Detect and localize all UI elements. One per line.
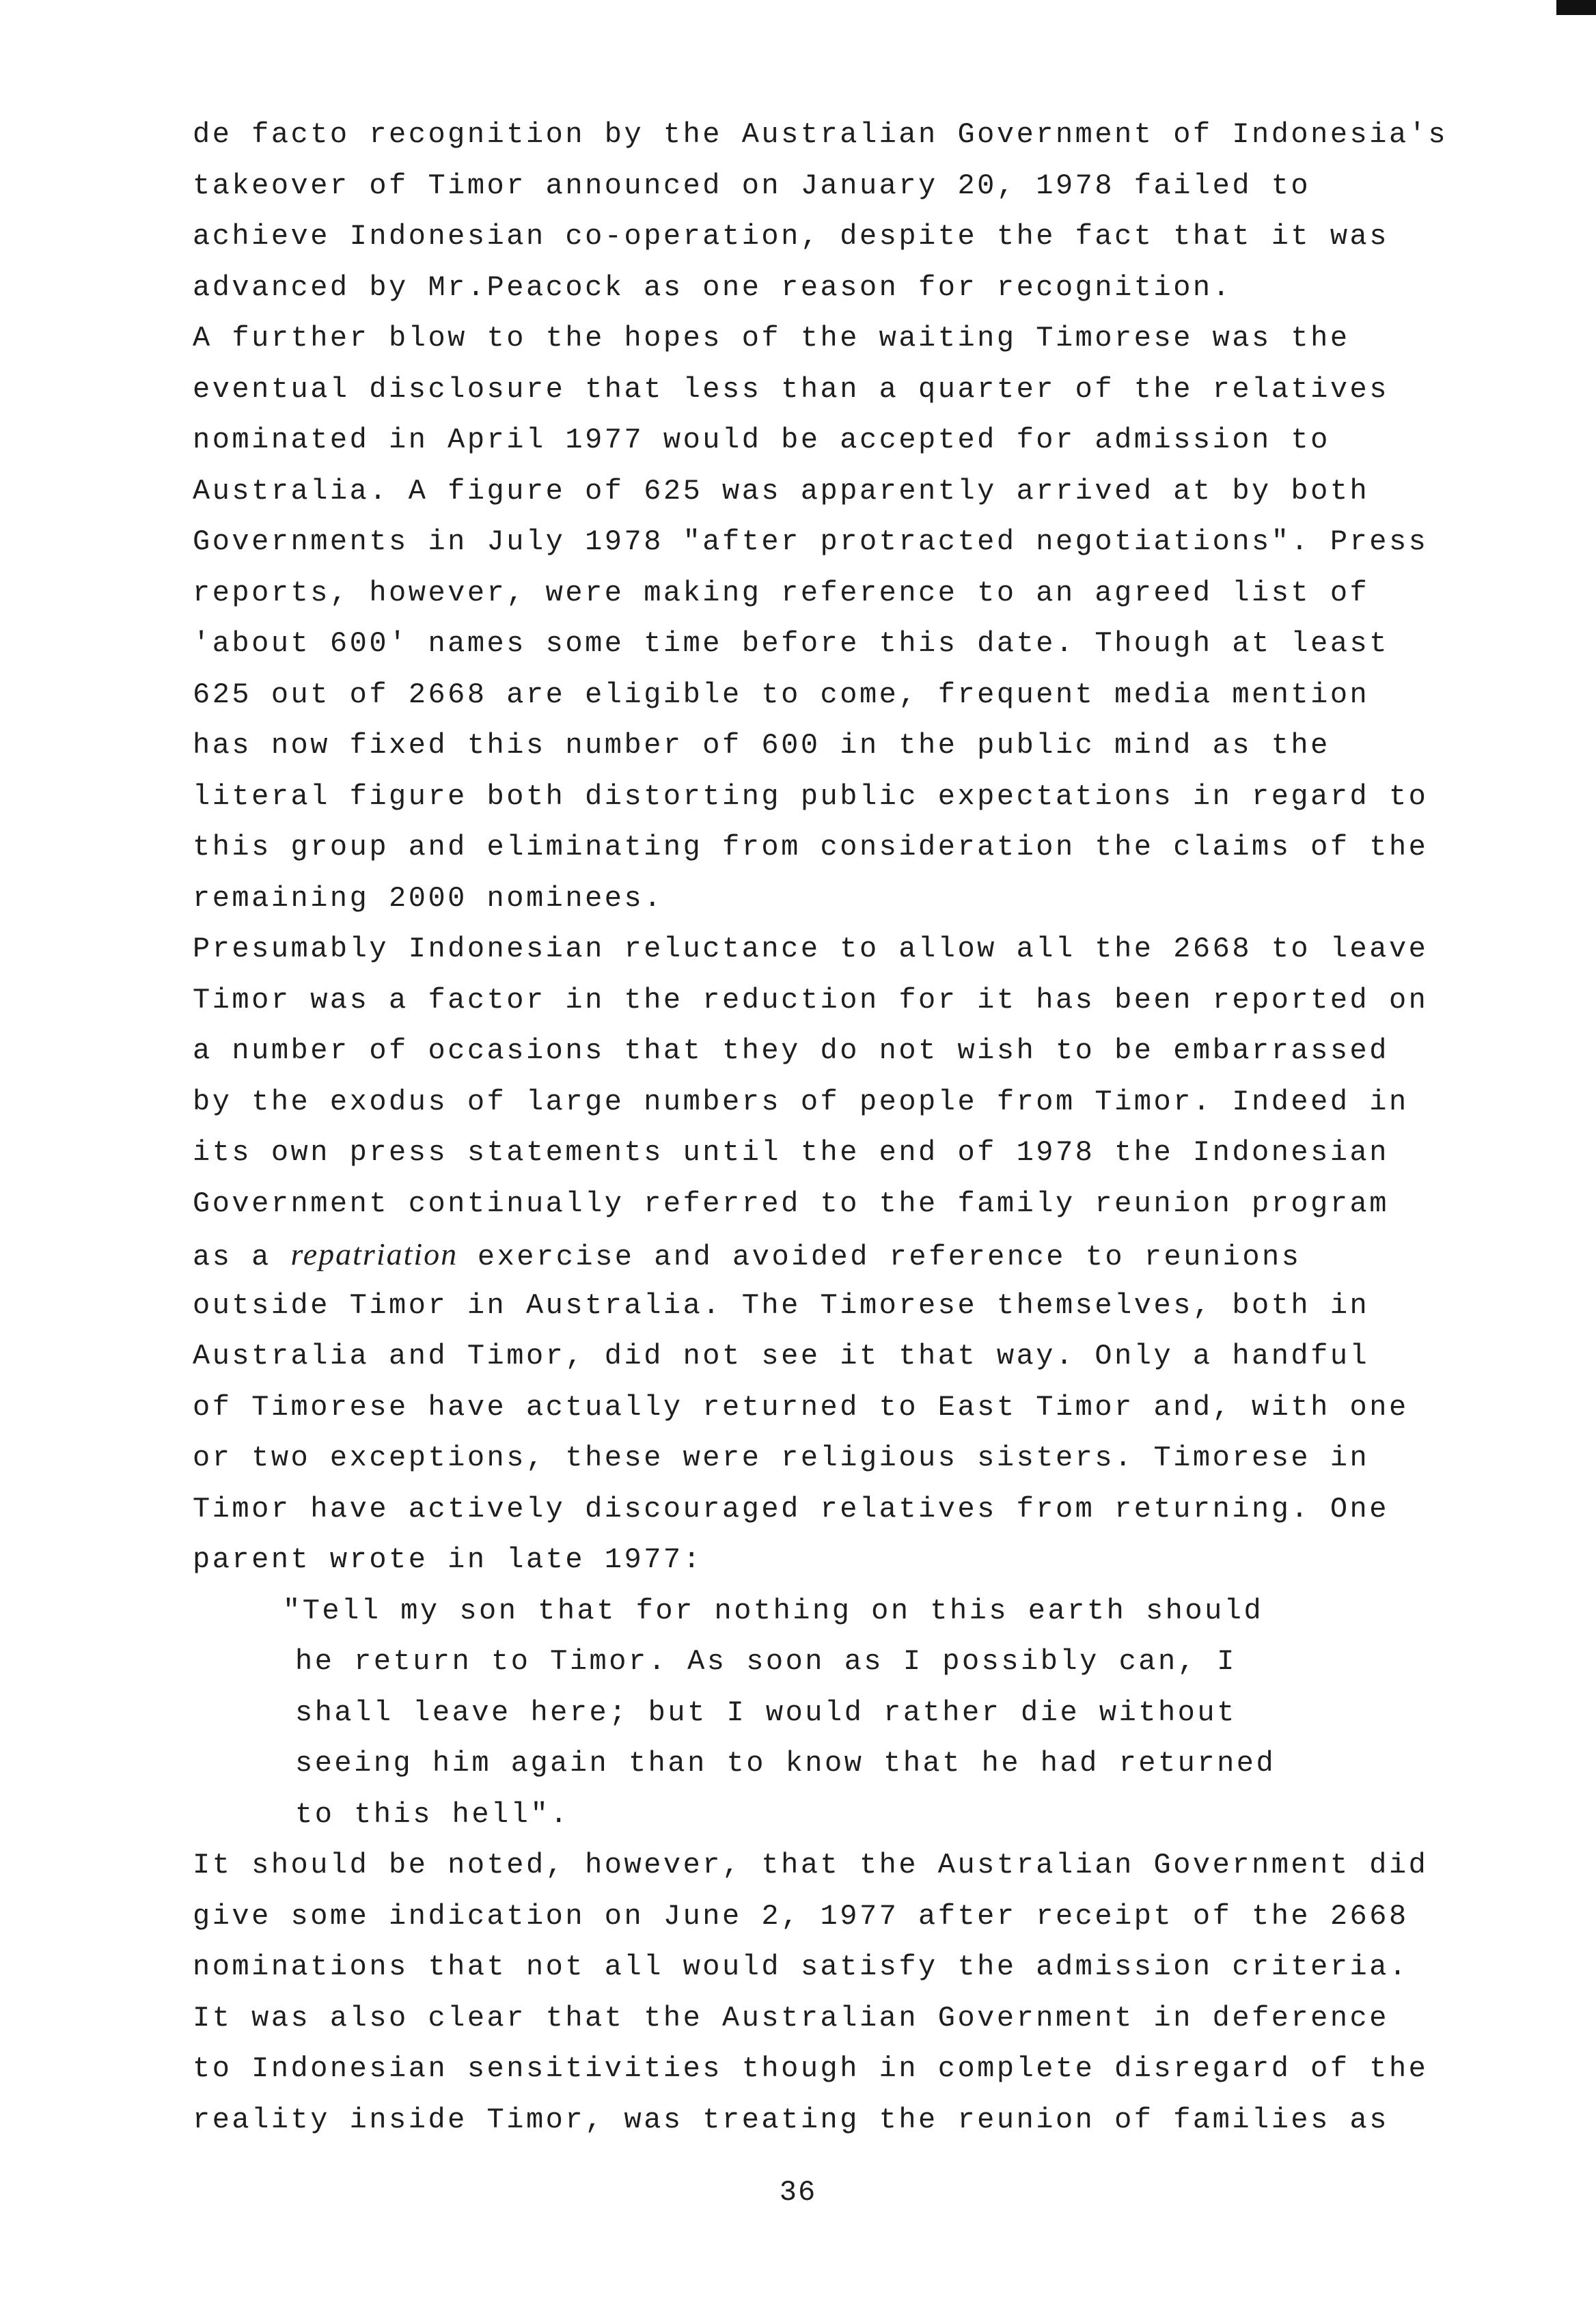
text-line: parent wrote in late 1977: <box>193 1543 703 1576</box>
text-line: Australia. A figure of 625 was apparently arrived at by both <box>193 474 1370 508</box>
body-text <box>193 109 1504 2145</box>
text-line: advanced by Mr.Peacock as one reason for recognition. <box>193 271 1233 304</box>
text-line: eventual disclosure that less than a quarter of the relatives <box>193 372 1389 406</box>
text-line: to Indonesian sensitivities though in complete disregard of the <box>193 2052 1429 2085</box>
text-line: 625 out of 2668 are eligible to come, frequent media mention <box>193 678 1370 711</box>
text-line: Australia and Timor, did not see it that way. Only a handful <box>193 1340 1370 1373</box>
text-line: a number of occasions that they do not wish to be embarrassed <box>193 1034 1389 1067</box>
text-line: Governments in July 1978 "after protracted negotiations". Press <box>193 525 1429 558</box>
text-line: Presumably Indonesian reluctance to allow all the 2668 to leave <box>193 933 1429 965</box>
text-line: nominations that not all would satisfy the admission criteria. <box>193 1950 1409 1983</box>
text-line: this group and eliminating from consideration the claims of the <box>193 831 1429 864</box>
text-line: reality inside Timor, was treating the reunion of families as <box>193 2103 1389 2136</box>
text-line: Timor was a factor in the reduction for it has been reported on <box>193 983 1429 1017</box>
quote-line: to this hell". <box>295 1797 570 1831</box>
text-fragment: exercise and avoided reference to reunions <box>458 1241 1302 1273</box>
text-line: reports, however, were making reference to an agreed list of <box>193 576 1370 609</box>
text-fragment: as a <box>193 1241 291 1273</box>
text-line: literal figure both distorting public expectations in regard to <box>193 780 1429 813</box>
text-line: takeover of Timor announced on January 20, 1978 failed to <box>193 169 1311 202</box>
text-line-with-italic <box>193 1229 1504 1280</box>
quote-line: he return to Timor. As soon as I possibly can, I <box>295 1645 1237 1678</box>
text-line: of Timorese have actually returned to East Timor and, with one <box>193 1390 1409 1424</box>
text-line: nominated in April 1977 would be accepted for admission to <box>193 424 1330 456</box>
text-line: by the exodus of large numbers of people from Timor. Indeed in <box>193 1085 1409 1118</box>
text-line: It was also clear that the Australian Government in deference <box>193 2001 1389 2035</box>
text-line: Timor have actively discouraged relatives from returning. One <box>193 1492 1389 1526</box>
text-line: or two exceptions, these were religious sisters. Timorese in <box>193 1442 1370 1474</box>
text-line: It should be noted, however, that the Australian Government did <box>193 1849 1429 1881</box>
text-line: has now fixed this number of 600 in the public mind as the <box>193 729 1330 762</box>
text-line: achieve Indonesian co-operation, despite the fact that it was <box>193 220 1389 253</box>
text-line: its own press statements until the end of 1978 the Indonesian <box>193 1136 1389 1169</box>
quote-line: seeing him again than to know that he had returned <box>295 1747 1276 1780</box>
text-line: A further blow to the hopes of the waiting Timorese was the <box>193 322 1350 355</box>
text-line: de facto recognition by the Australian Government of Indonesia's <box>193 118 1448 151</box>
text-line: remaining 2000 nominees. <box>193 881 663 915</box>
quote-line: "Tell my son that for nothing on this earth should <box>283 1594 1264 1627</box>
text-line: give some indication on June 2, 1977 after receipt of the 2668 <box>193 1899 1409 1933</box>
italic-term: repatriation <box>290 1237 458 1271</box>
text-line: outside Timor in Australia. The Timorese themselves, both in <box>193 1288 1370 1322</box>
text-line: 'about 600' names some time before this date. Though at least <box>193 627 1389 660</box>
text-line: Government continually referred to the family reunion program <box>193 1187 1389 1220</box>
quote-line: shall leave here; but I would rather die without <box>295 1696 1237 1729</box>
scan-corner-mark <box>1556 0 1596 15</box>
page-number: 36 <box>779 2176 817 2209</box>
